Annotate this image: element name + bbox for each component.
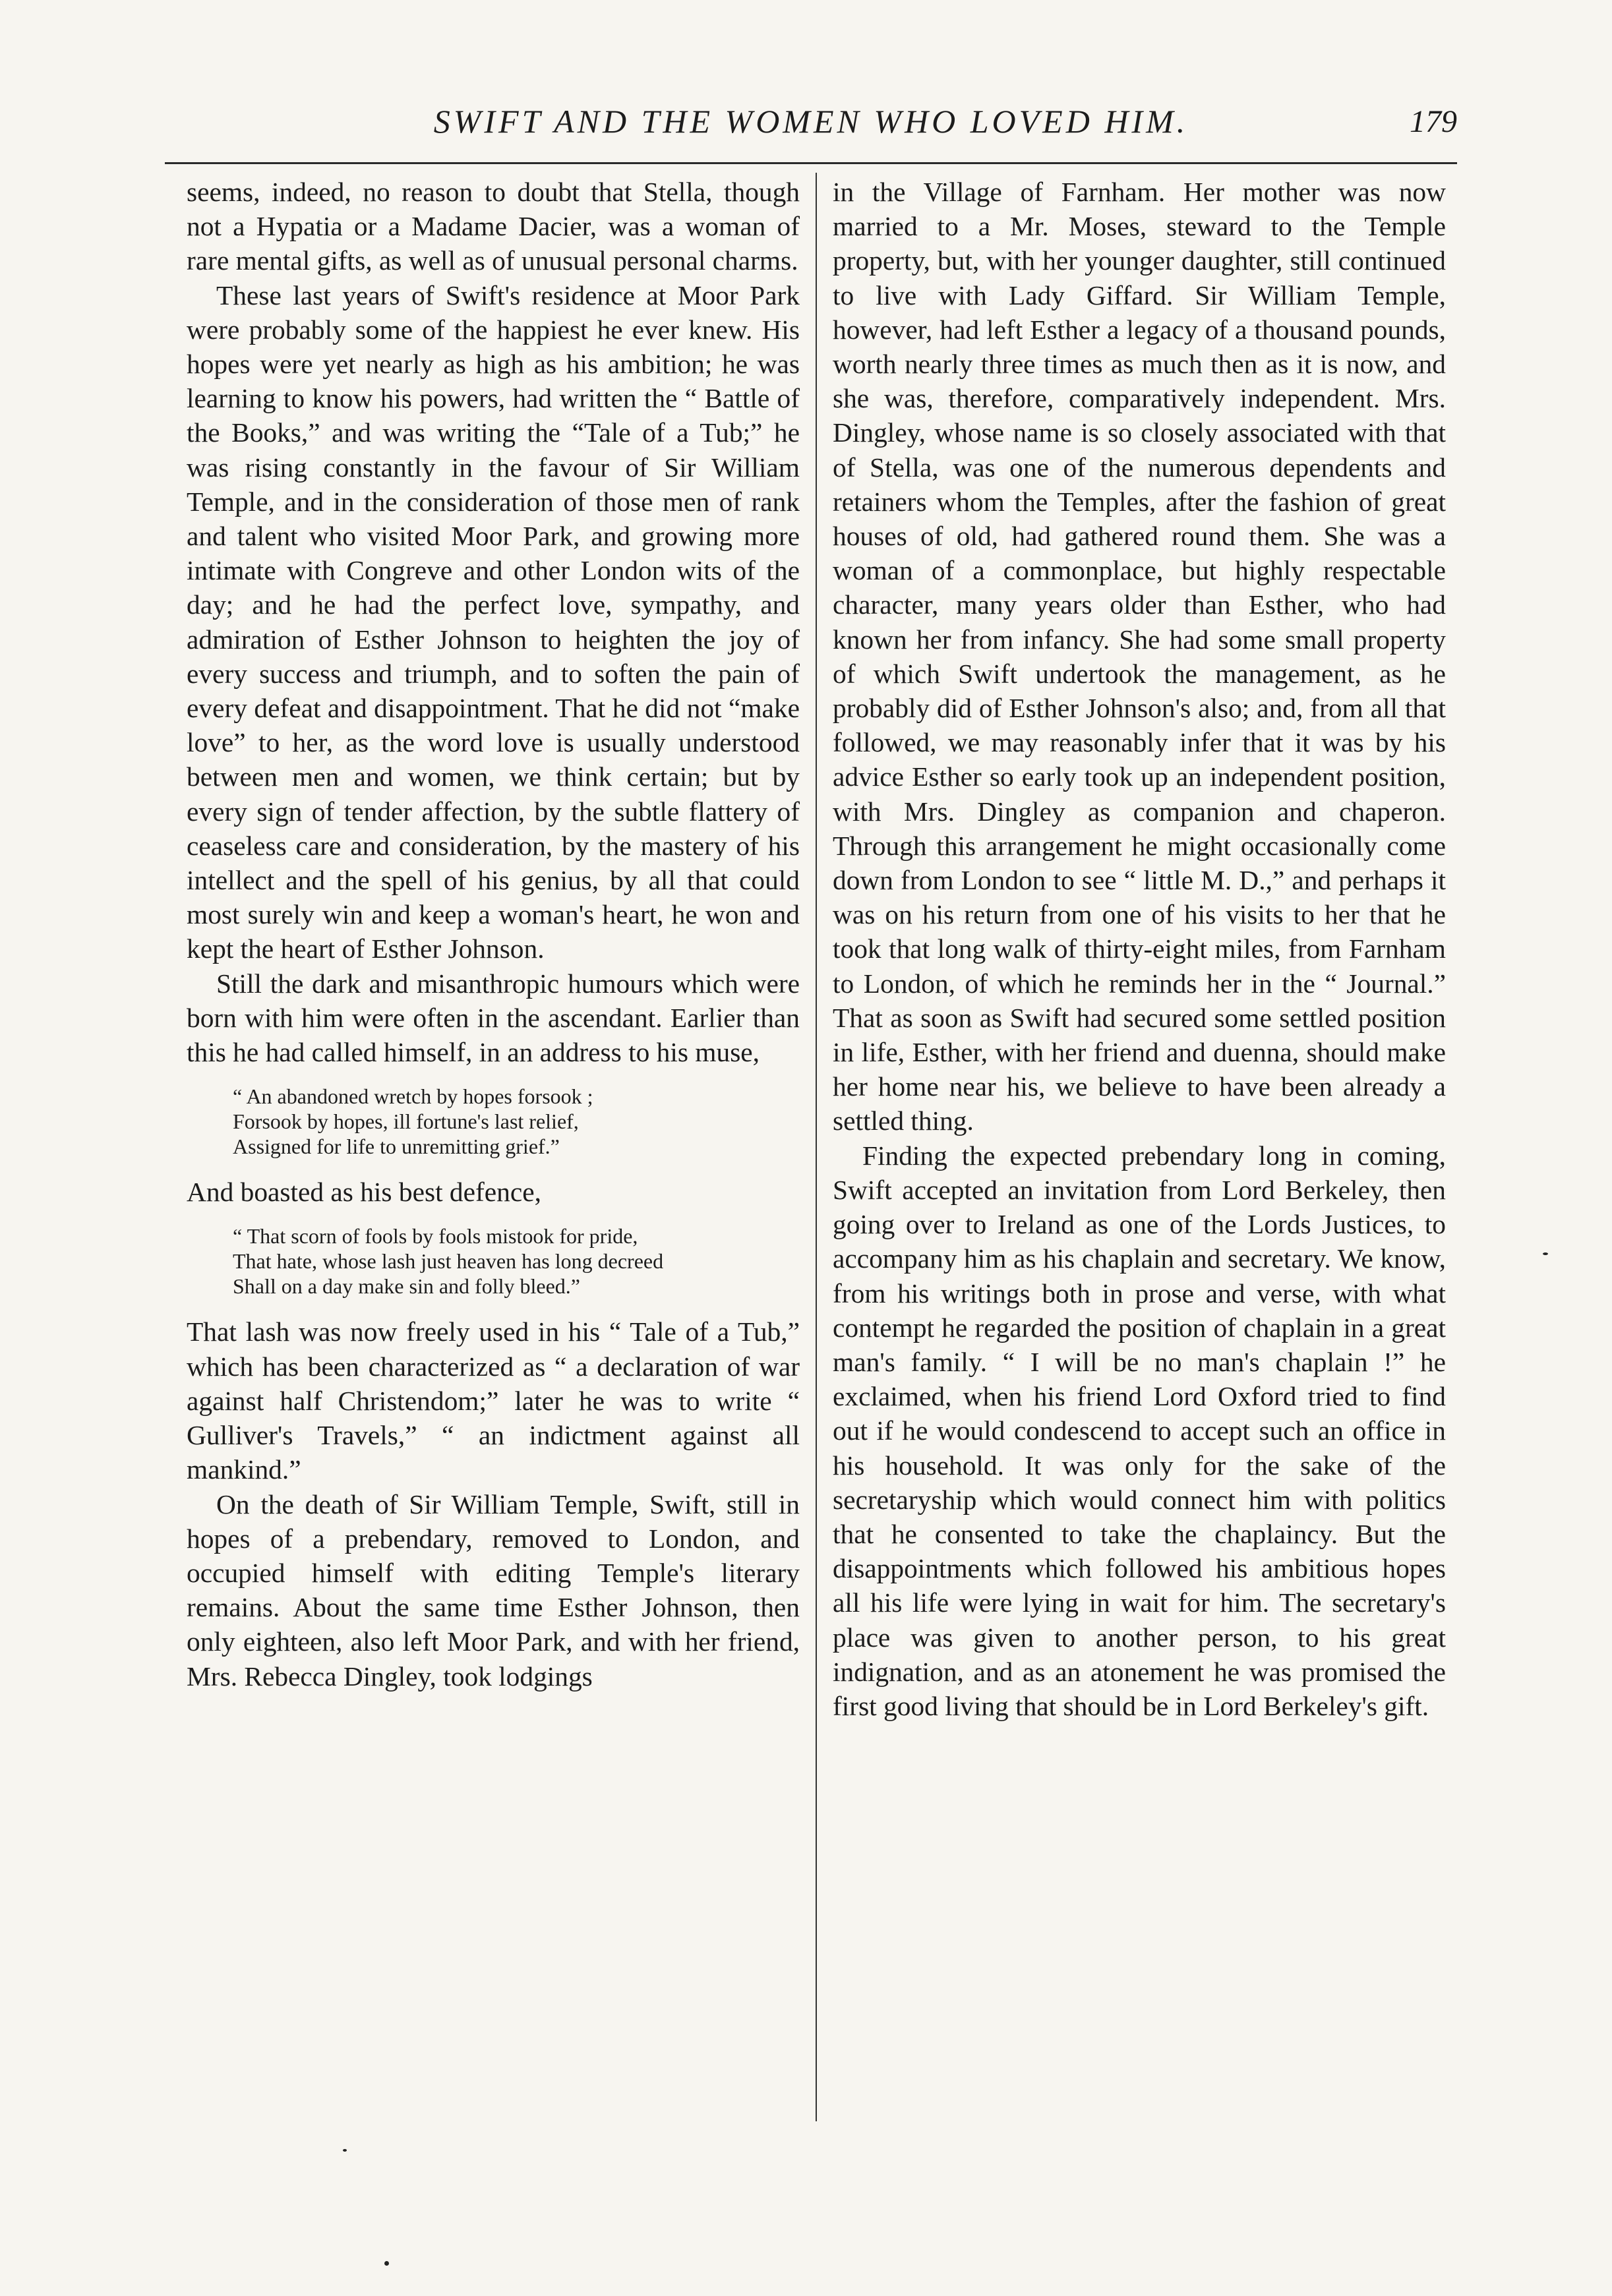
verse-line: Forsook by hopes, ill fortune's last relief, [233, 1109, 579, 1134]
paragraph: On the death of Sir William Temple, Swift, still in hopes of a prebendary, removed to London, and occupied himself with editing Temple's literary remains. About the same time Esther Johnson, then only eighteen, also left Moor Park, and with her friend, Mrs. Rebecca Dingley, took lodgings [187, 1488, 800, 1692]
verse-line: “ That scorn of fools by fools mistook for pride, [233, 1224, 638, 1249]
running-title: SWIFT AND THE WOMEN WHO LOVED HIM. [433, 103, 1189, 140]
paragraph: That lash was now freely used in his “ Tale of a Tub,” which has been characterized as “ a declaration of war against half Christendom;” later he was to write “ Gulliver's Travels,” “ an indictment against all mankind.” [187, 1316, 800, 1485]
column-divider [816, 173, 817, 2121]
verse-line: That hate, whose lash just heaven has long decreed [233, 1249, 664, 1274]
paragraph: Still the dark and misanthropic humours which were born with him were often in the ascendant. Earlier than this he had called himself, in an address to his muse, [187, 968, 800, 1068]
print-speck [343, 2149, 347, 2152]
verse-line: “ An abandoned wretch by hopes forsook ; [233, 1084, 593, 1109]
page-number: 179 [1410, 104, 1457, 139]
left-column [187, 175, 800, 1693]
right-column [833, 175, 1446, 1723]
verse-quote [233, 1084, 800, 1159]
paragraph: Finding the expected prebendary long in coming, Swift accepted an invitation from Lord Berkeley, then going over to Ireland as one of the Lords Justices, to accompany him as his chaplain and secretary. We know, from his writings both in prose and verse, with what contempt he regarded the position of chaplain in a great man's family. “ I will be no man's chaplain !” he exclaimed, when his friend Lord Oxford tried to find out if he would condescend to accept such an office in his household. It was only for the sake of the secretaryship which would connect him with politics that he consented to take the chaplaincy. But the disappointments which followed his ambitious hopes all his life were lying in wait for him. The secretary's place was given to another person, to his great indignation, and as an atonement he was promised the first good living that should be in Lord Berkeley's gift. [833, 1140, 1446, 1721]
verse-quote [233, 1223, 800, 1299]
paragraph: in the Village of Farnham. Her mother was now married to a Mr. Moses, steward to the Temple property, but, with her younger daughter, still continued to live with Lady Giffard. Sir William Temple, however, had left Esther a legacy of a thousand pounds, worth nearly three times as much then as it is now, and she was, therefore, comparatively independent. Mrs. Dingley, whose name is so closely associated with that of Stella, was one of the numerous dependents and retainers whom the Temples, after the fashion of great houses of old, had gathered round them. She was a woman of a commonplace, but highly respectable character, many years older than Esther, who had known her from infancy. She had some small property of which Swift undertook the management, as he probably did of Esther Johnson's also; and, from all that followed, we may reasonably infer that it was by his advice Esther so early took up an independent position, with Mrs. Dingley as companion and chaperon. Through this arrangement he might occasionally come down from London to see “ little M. D.,” and perhaps it was on his return from one of his visits to her that he took that long walk of thirty-eight miles, from Farnham to London, of which he reminds her in the “ Journal.” That as soon as Swift had secured some settled position in life, Esther, with her friend and duenna, should make her home near his, we believe to have been already a settled thing. [833, 177, 1446, 1136]
print-speck [384, 2261, 389, 2266]
header-rule [165, 162, 1457, 164]
verse-line: Assigned for life to unremitting grief.” [233, 1134, 560, 1159]
print-speck [1543, 1252, 1548, 1255]
paragraph: And boasted as his best defence, [187, 1177, 541, 1208]
page-header [165, 102, 1457, 155]
paragraph: These last years of Swift's residence at Moor Park were probably some of the happiest he ever knew. His hopes were yet nearly as high as his ambition; he was learning to know his powers, had written the “ Battle of the Books,” and was writing the “Tale of a Tub;” he was rising constantly in the favour of Sir William Temple, and in the consideration of those men of rank and talent who visited Moor Park, and growing more intimate with Congreve and other London wits of the day; and he had the perfect love, sympathy, and admiration of Esther Johnson to heighten the joy of every success and triumph, and to soften the pain of every defeat and disappointment. That he did not “make love” to her, as the word love is usually understood between men and women, we think certain; but by every sign of tender affection, by the subtle flattery of ceaseless care and consideration, by the mastery of his intellect and the spell of his genius, by all that could most surely win and keep a woman's heart, he won and kept the heart of Esther Johnson. [187, 280, 800, 964]
verse-line: Shall on a day make sin and folly bleed.” [233, 1274, 580, 1299]
paragraph: seems, indeed, no reason to doubt that Stella, though not a Hypatia or a Madame Dacier, was a woman of rare mental gifts, as well as of unusual personal charms. [187, 177, 800, 276]
